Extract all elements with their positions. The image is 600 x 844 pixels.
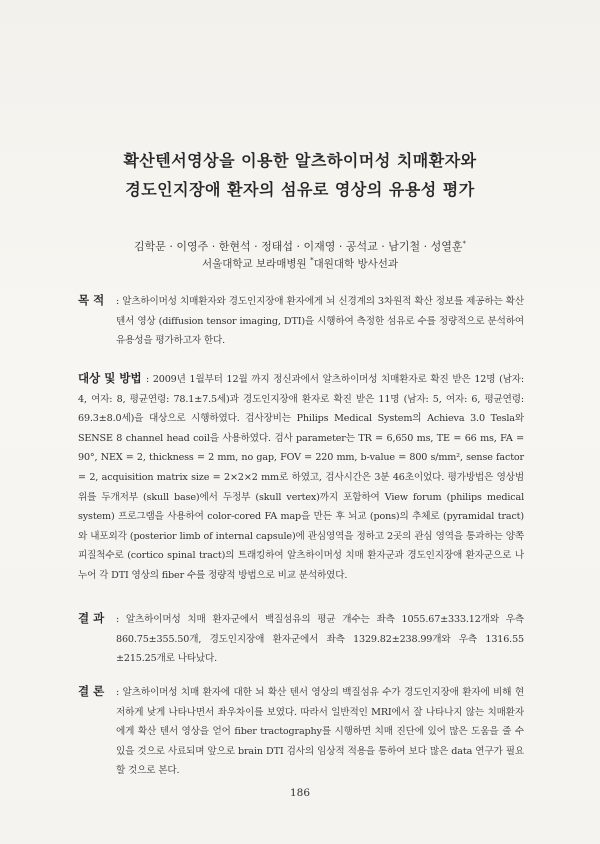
affiliation	[60, 256, 540, 271]
affiliation-mark: *	[310, 256, 314, 265]
section-methods	[78, 370, 524, 586]
section-label: 결 론	[78, 684, 105, 698]
section-conclusion	[78, 683, 524, 781]
author-list	[60, 238, 540, 254]
page-number: 186	[289, 787, 311, 799]
paper-title	[60, 146, 540, 204]
section-label: 목 적	[78, 293, 105, 307]
section-label: 결 과	[78, 611, 105, 625]
author-mark: *	[462, 239, 466, 248]
section-text: : 2009년 1월부터 12월 까지 정신과에서 알츠하이머성 치매환자로 확진 받은 12명 (남자: 4, 여자: 8, 평균연령: 78.1±7.5세)과 경도인지장애 환자로 확진 받은 11명 (남자: 5, 여자: 6, 평균연령: 69.3±8.0세)을 대상으로 시행하였다. 검사장비는 Philips Medical System의 Achieva 3.0 Tesla와 SENSE 8 channel head coil을 사용하였다. 검사 parameter는 TR = 6,650 ms, TE = 66 ms, FA = 90°, NEX = 2, thickness = 2 mm, no gap, FOV = 220 mm, b-value = 800 s/mm², sense factor = 2, acquisition matrix size = 2×2×2 mm로 하였고, 검사시간은 3분 46초이었다. 평가방법은 영상범위를 두개저부 (skull base)에서 두정부 (skull vertex)까지 포함하여 View forum (philips medical system) 프로그램을 사용하여 color-cored FA map을 만든 후 뇌교 (pons)의 추체로 (pyramidal tract)와 내포외각 (posterior limb of internal capsule)에 관심영역을 정하고 2곳의 관심 영역을 통과하는 양쪽 피질척수로 (cortico spinal tract)의 트래킹하여 알츠하이머성 치매 환자군과 경도인지장애 환자군으로 나누어 각 DTI 영상의 fiber 수를 정량적 방법으로 비교 분석하였다.	[78, 374, 524, 581]
author-names: 김학문 · 이영주 · 한현석 · 정태섭 · 이재영 · 공석교 · 남기철 · 성열훈	[134, 240, 463, 253]
section-label: 대상 및 방법	[78, 371, 142, 385]
section-text: : 알츠하이머성 치매 환자에 대한 뇌 확산 텐서 영상의 백질섬유 수가 경도인지장애 환자에 비해 현저하게 낮게 나타나면서 좌우차이를 보였다. 따라서 일반적인 MRI에서 잘 나타나지 않는 치매환자에게 확산 텐서 영상을 얻어 fiber tractography를 시행하면 치매 진단에 있어 많은 도움을 줄 수 있을 것으로 사료되며 앞으로 brain DTI 검사의 임상적 적용을 통하여 보다 많은 data 연구가 필요할 것으로 본다.	[116, 687, 524, 777]
title-line-2: 경도인지장애 환자의 섬유로 영상의 유용성 평가	[125, 180, 475, 199]
section-text: : 알츠하이머성 치매환자와 경도인지장애 환자에게 뇌 신경계의 3차원적 확산 정보를 제공하는 확산텐서 영상 (diffusion tensor imaging, DTI)을 시행하여 측정한 섬유로 수를 정량적으로 분석하여 유용성을 평가하고자 한다.	[116, 296, 524, 347]
section-results	[78, 610, 524, 669]
affiliation-main: 서울대학교 보라매병원	[201, 258, 307, 270]
affiliation-second: 대원대학 방사선과	[313, 258, 399, 270]
section-text: : 알츠하이머성 치매 환자군에서 백질섬유의 평균 개수는 좌측 1055.67±333.12개와 우측 860.75±355.50개, 경도인지장애 환자군에서 좌측 1329.82±238.99개와 우측 1316.55 ±215.25개로 나타났다.	[116, 614, 524, 665]
title-line-1: 확산텐서영상을 이용한 알츠하이머성 치매환자와	[123, 151, 477, 170]
section-purpose	[78, 292, 524, 351]
